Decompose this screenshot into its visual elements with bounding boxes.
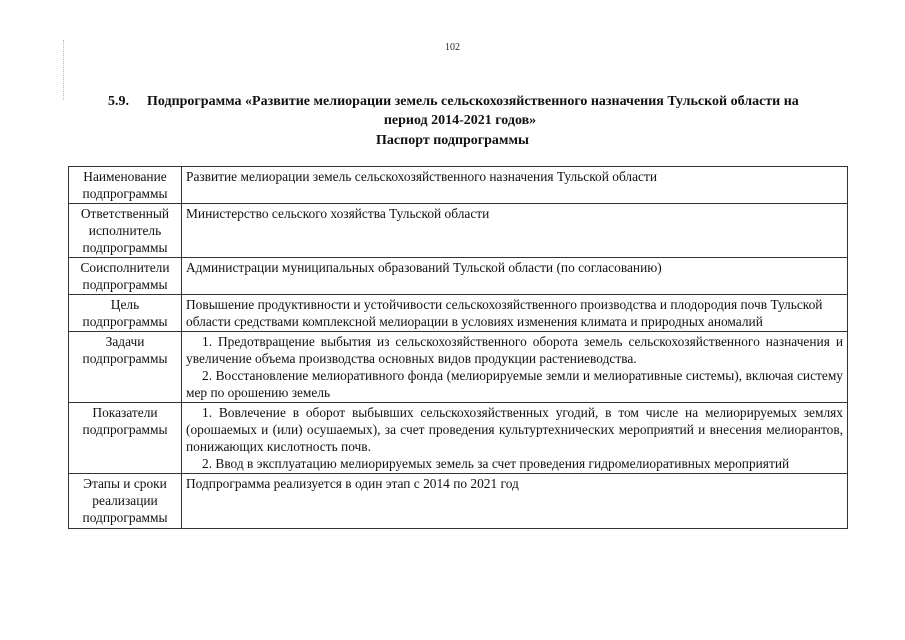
row-label-responsible: Ответственный исполнитель подпрограммы: [69, 204, 182, 258]
table-row: [69, 204, 848, 258]
row-label-goal: Цель подпрограммы: [69, 295, 182, 332]
indicator-item-1: 1. Вовлечение в оборот выбывших сельскохозяйственных угодий, в том числе на мелиорируемых землях (орошаемых и (или) осушаемых), за счет проведения культуртехнических мероприятий и внесения мелиорантов, понижающих кислотность почв.: [186, 405, 843, 454]
row-label-name: Наименование подпрограммы: [69, 167, 182, 204]
heading-text-1: Подпрограмма «Развитие мелиорации земель сельскохозяйственного назначения Тульской области на: [147, 94, 799, 109]
passport-title: Паспорт подпрограммы: [376, 133, 529, 148]
heading-line-2: период 2014-2021 годов»: [383, 113, 537, 128]
row-value-coexecutors: Администрации муниципальных образований Тульской области (по согласованию): [182, 258, 848, 295]
heading-line-1: [60, 92, 860, 111]
row-value-stages: Подпрограмма реализуется в один этап с 2014 по 2021 год: [182, 474, 848, 529]
task-item-1: 1. Предотвращение выбытия из сельскохозяйственного оборота земель сельскохозяйственного назначения и увеличение объема производства основных видов продукции растениеводства.: [186, 334, 843, 366]
page-number: 102: [445, 42, 460, 53]
row-value-indicators: [182, 403, 848, 474]
table-row: [69, 167, 848, 204]
table-row: [69, 295, 848, 332]
row-value-tasks: [182, 332, 848, 403]
table-row: [69, 332, 848, 403]
section-heading: [60, 92, 860, 130]
table-row: [69, 403, 848, 474]
passport-table: [68, 166, 848, 529]
row-value-responsible: Министерство сельского хозяйства Тульской области: [182, 204, 848, 258]
row-label-tasks: Задачи подпрограммы: [69, 332, 182, 403]
section-number: 5.9.: [108, 94, 129, 109]
row-label-coexecutors: Соисполнители подпрограммы: [69, 258, 182, 295]
row-label-stages: Этапы и сроки реализации подпрограммы: [69, 474, 182, 529]
table-row: [69, 258, 848, 295]
task-item-2: 2. Восстановление мелиоративного фонда (мелиорируемые земли и мелиоративные системы), включая систему мер по орошению земель: [186, 368, 843, 400]
row-value-goal: Повышение продуктивности и устойчивости сельскохозяйственного производства и плодородия почв Тульской области средствами комплексной мелиорации в условиях изменения климата и природных аномалий: [182, 295, 848, 332]
row-label-indicators: Показатели подпрограммы: [69, 403, 182, 474]
row-value-name: Развитие мелиорации земель сельскохозяйственного назначения Тульской области: [182, 167, 848, 204]
table-row: [69, 474, 848, 529]
indicator-item-2: 2. Ввод в эксплуатацию мелиорируемых земель за счет проведения гидромелиоративных мероприятий: [202, 456, 790, 471]
